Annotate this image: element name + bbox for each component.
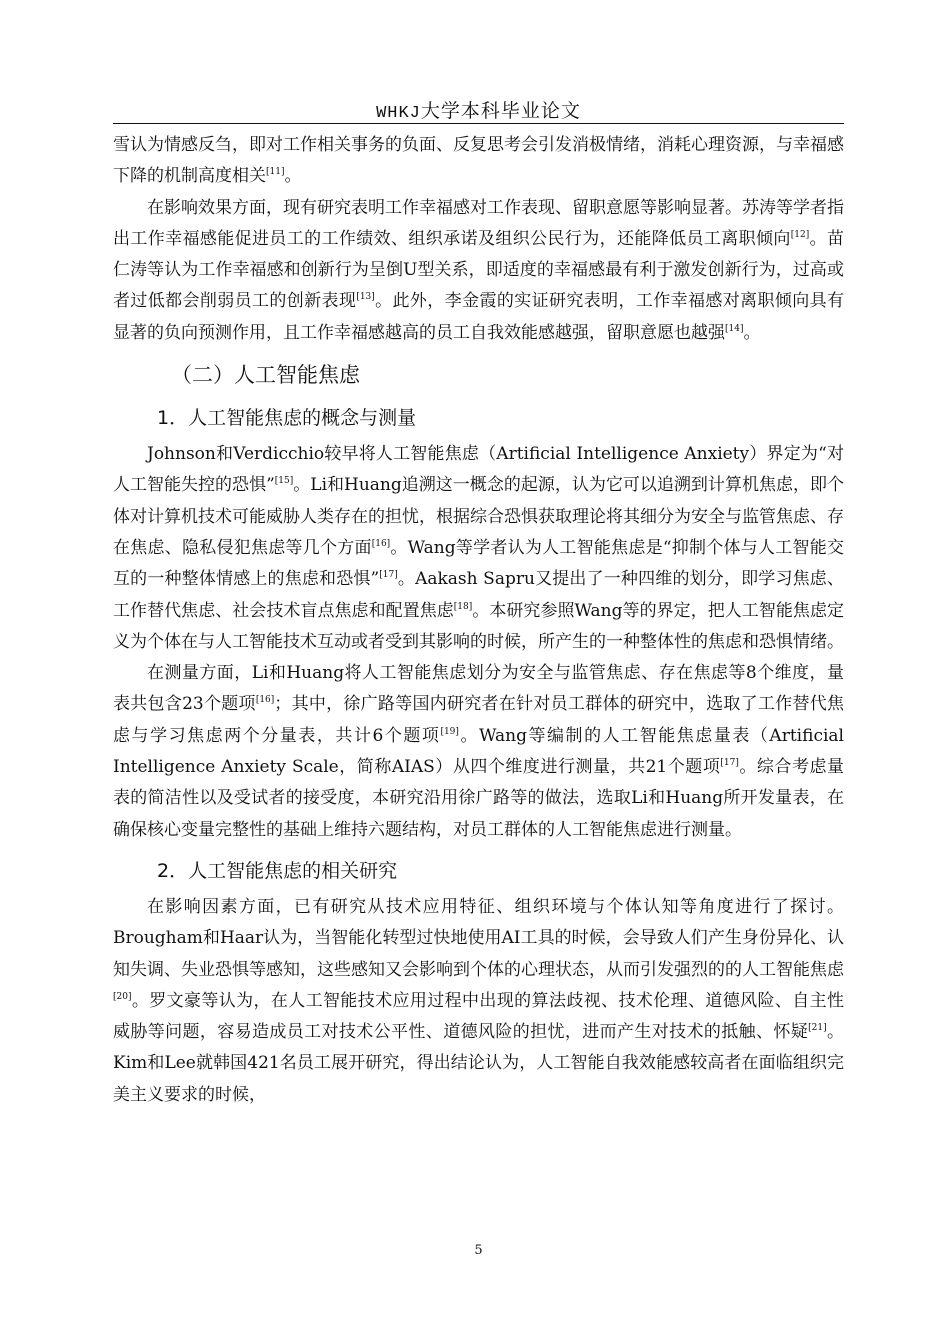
paragraph-factors: 在影响因素方面，已有研究从技术应用特征、组织环境与个体认知等角度进行了探讨。Brougham和Haar认为，当智能化转型过快地使用AI工具的时候，会导致人们产生身份异化、认知失调、失业恐惧等感知，这些感知又会影响到个体的心理状态，从而引发强烈的的人工智能焦虑[20]。罗文豪等认为，在人工智能技术应用过程中出现的算法歧视、技术伦理、道德风险、自主性威胁等问题，容易造成员工对技术公平性、道德风险的担忧，进而产生对技术的抵触、怀疑[21]。Kim和Lee就韩国421名员工展开研究，得出结论认为，人工智能自我效能感较高者在面临组织完美主义要求的时候， — [113, 896, 845, 1105]
citation: [11] — [266, 167, 285, 178]
paragraph-measurement: 在测量方面，Li和Huang将人工智能焦虑划分为安全与监管焦虑、存在焦虑等8个维度，量表共包含23个题项[16]；其中，徐广路等国内研究者在针对员工群体的研究中，选取了工作替代焦虑与学习焦虑两个分量表，共计6个题项[19]。Wang等编制的人工智能焦虑量表（Artificial Intelligence Anxiety Scale，简称AIAS）从四个维度进行测量，共21个题项[17]。综合考虑量表的简洁性以及受试者的接受度，本研究沿用徐广路等的做法，选取Li和Huang所开发量表，在确保核心变量完整性的基础上维持六题结构，对员工群体的人工智能焦虑进行测量。 — [113, 663, 845, 840]
citation: [15] — [274, 476, 294, 487]
body-text — [113, 130, 844, 1111]
citation: [16] — [371, 538, 391, 549]
citation: [14] — [725, 323, 744, 334]
header-rule — [113, 123, 844, 124]
citation: [17] — [379, 570, 398, 581]
header-title: 大学本科毕业论文 — [420, 100, 581, 122]
paragraph-continued: 雪认为情感反刍，即对工作相关事务的负面、反复思考会引发消极情绪，消耗心理资源，与幸福感下降的机制高度相关[11]。 — [113, 135, 844, 187]
section-heading: （二）人工智能焦虑 — [171, 363, 360, 388]
citation: [20] — [113, 991, 132, 1002]
running-header — [113, 96, 844, 123]
citation: [21] — [808, 1023, 827, 1034]
citation: [13] — [356, 292, 375, 303]
paragraph-concept: Johnson和Verdicchio较早将人工智能焦虑（Artificial Intelligence Anxiety）界定为“对人工智能失控的恐惧”[15]。Li和Huang追溯这一概念的起源，认为它可以追溯到计算机焦虑，即个体对计算机技术可能威胁人类存在的担忧，根据综合恐惧获取理论将其细分为安全与监管焦虑、存在焦虑、隐私侵犯焦虑等几个方面[16]。Wang等学者认为人工智能焦虑是“抑制个体与人工智能交互的一种整体情感上的焦虑和恐惧”[17]。Aakash Sapru又提出了一种四维的划分，即学习焦虑、工作替代焦虑、社会技术盲点焦虑和配置焦虑[18]。本研究参照Wang等的界定，把人工智能焦虑定义为个体在与人工智能技术互动或者受到其影响的时候，所产生的一种整体性的焦虑和恐惧情绪。 — [113, 444, 845, 652]
subsection-heading-1: 1．人工智能焦虑的概念与测量 — [157, 407, 417, 430]
citation: [12] — [790, 229, 810, 240]
header-latin: WHKJ — [376, 104, 421, 123]
citation: [16] — [255, 695, 275, 706]
citation: [17] — [720, 758, 739, 769]
subsection-heading-2: 2．人工智能焦虑的相关研究 — [157, 859, 398, 882]
citation: [18] — [453, 601, 473, 612]
paragraph-effects: 在影响效果方面，现有研究表明工作幸福感对工作表现、留职意愿等影响显著。苏涛等学者指出工作幸福感能促进员工的工作绩效、组织承诺及组织公民行为，还能降低员工离职倾向[12]。苗仁涛等认为工作幸福感和创新行为呈倒U型关系，即适度的幸福感最有利于激发创新行为，过高或者过低都会削弱员工的创新表现[13]。此外，李金霞的实证研究表明，工作幸福感对离职倾向具有显著的负向预测作用，且工作幸福感越高的员工自我效能感越强，留职意愿也越强[14]。 — [113, 197, 845, 343]
citation: [19] — [440, 726, 459, 737]
page-number: 5 — [474, 1243, 483, 1258]
